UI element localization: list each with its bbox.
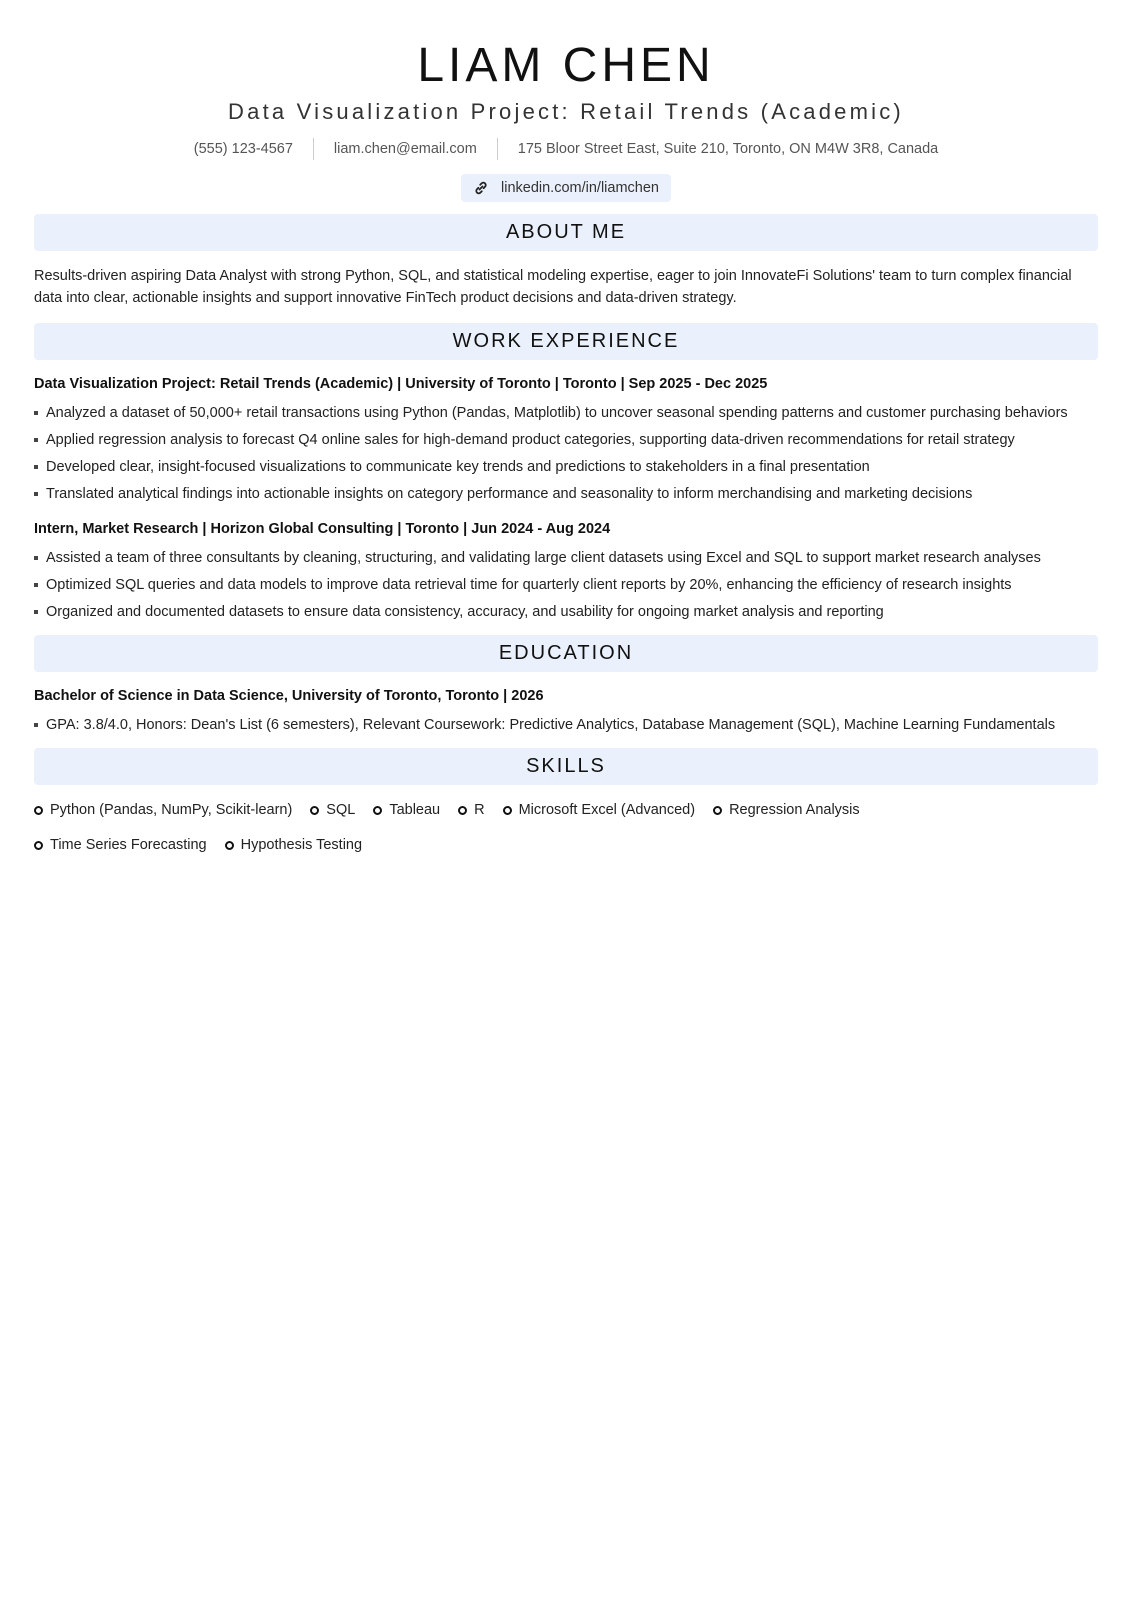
linkedin-link[interactable] xyxy=(461,174,671,202)
link-icon xyxy=(473,180,489,196)
job-bullets xyxy=(34,547,1098,623)
skill-item xyxy=(503,799,695,821)
skill-label: Hypothesis Testing xyxy=(240,837,363,853)
bullet-item: Analyzed a dataset of 50,000+ retail transactions using Python (Pandas, Matplotlib) to uncover seasonal spending patterns and customer purchasing behaviors xyxy=(34,402,1098,424)
bullet-item: Assisted a team of three consultants by cleaning, structuring, and validating large client datasets using Excel and SQL to support market research analyses xyxy=(34,547,1098,569)
skill-label: R xyxy=(474,802,485,818)
bullet-icon xyxy=(503,806,512,815)
skill-label: Microsoft Excel (Advanced) xyxy=(518,802,696,818)
bullet-item: Translated analytical findings into actionable insights on category performance and seasonality to inform merchandising and marketing decisions xyxy=(34,483,1098,505)
skill-item xyxy=(225,834,362,856)
skill-item xyxy=(373,799,440,821)
bullet-icon xyxy=(34,806,43,815)
skill-item xyxy=(458,799,484,821)
bullet-item: Applied regression analysis to forecast Q4 online sales for high-demand product categories, supporting data-driven recommendations for retail strategy xyxy=(34,429,1098,451)
skill-label: Regression Analysis xyxy=(729,802,860,818)
education-bullets xyxy=(34,714,1098,736)
bullet-icon xyxy=(458,806,467,815)
phone-number: (555) 123-4567 xyxy=(193,141,293,157)
contact-row xyxy=(0,138,1132,160)
about-text: Results-driven aspiring Data Analyst with strong Python, SQL, and statistical modeling expertise, eager to join InnovateFi Solutions' team to turn complex financial data into clear, actionable insights and support innovative FinTech product decisions and data-driven strategy. xyxy=(34,268,1072,306)
job-heading: Data Visualization Project: Retail Trends (Academic) | University of Toronto | Toronto | Sep 2025 - Dec 2025 xyxy=(34,376,768,392)
section-title-experience: WORK EXPERIENCE xyxy=(34,323,1098,360)
resume-header xyxy=(0,0,1132,202)
bullet-item: Developed clear, insight-focused visualizations to communicate key trends and predictions to stakeholders in a final presentation xyxy=(34,456,1098,478)
section-title-education: EDUCATION xyxy=(34,635,1098,672)
bullet-icon xyxy=(225,841,234,850)
bullet-icon xyxy=(34,841,43,850)
section-title-skills: SKILLS xyxy=(34,748,1098,785)
job-bullets xyxy=(34,402,1098,505)
email-address[interactable]: liam.chen@email.com xyxy=(333,141,477,157)
skill-label: Tableau xyxy=(389,802,441,818)
bullet-item: Organized and documented datasets to ensure data consistency, accuracy, and usability for ongoing market analysis and reporting xyxy=(34,601,1098,623)
mailing-address: 175 Bloor Street East, Suite 210, Toronto, ON M4W 3R8, Canada xyxy=(517,141,939,157)
skill-label: Time Series Forecasting xyxy=(50,837,207,853)
skill-item xyxy=(310,799,355,821)
bullet-icon xyxy=(713,806,722,815)
skills-list xyxy=(34,799,1098,869)
job-heading: Intern, Market Research | Horizon Global Consulting | Toronto | Jun 2024 - Aug 2024 xyxy=(34,521,611,537)
section-title-about: ABOUT ME xyxy=(34,214,1098,251)
linkedin-url[interactable]: linkedin.com/in/liamchen xyxy=(501,180,659,196)
skill-item xyxy=(713,799,860,821)
contact-divider xyxy=(497,138,498,160)
resume-body xyxy=(0,214,1132,869)
bullet-icon xyxy=(373,806,382,815)
education-heading: Bachelor of Science in Data Science, University of Toronto, Toronto | 2026 xyxy=(34,688,544,704)
contact-divider xyxy=(313,138,314,160)
candidate-name: LIAM CHEN xyxy=(417,39,715,92)
skill-item xyxy=(34,799,292,821)
bullet-icon xyxy=(310,806,319,815)
bullet-item: GPA: 3.8/4.0, Honors: Dean's List (6 semesters), Relevant Coursework: Predictive Analytics, Database Management (SQL), Machine Learning Fundamentals xyxy=(34,714,1098,736)
bullet-item: Optimized SQL queries and data models to improve data retrieval time for quarterly client reports by 20%, enhancing the efficiency of research insights xyxy=(34,574,1098,596)
skill-label: Python (Pandas, NumPy, Scikit-learn) xyxy=(50,802,293,818)
skill-label: SQL xyxy=(326,802,356,818)
candidate-subtitle: Data Visualization Project: Retail Trends (Academic) xyxy=(228,99,904,124)
skill-item xyxy=(34,834,207,856)
